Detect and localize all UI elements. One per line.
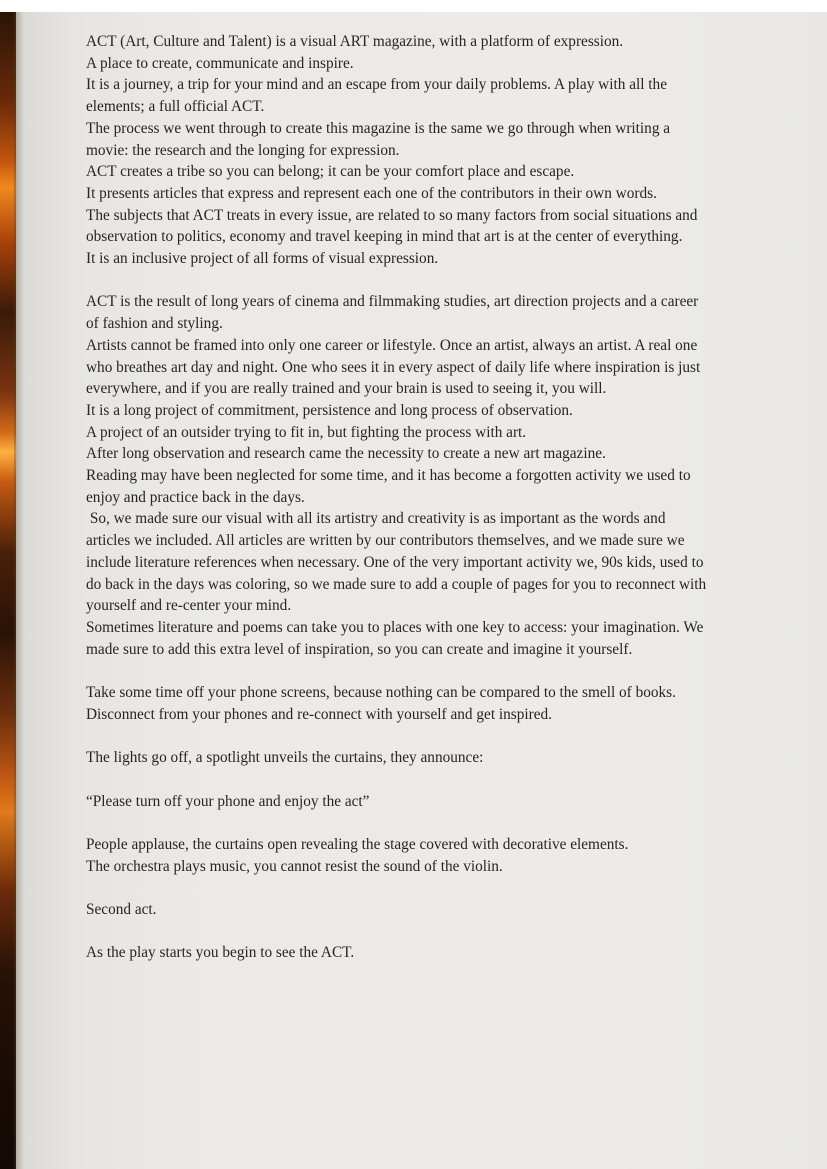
text-line: ACT creates a tribe so you can belong; it can be your comfort place and escape.: [86, 163, 575, 181]
text-line: movie: the research and the longing for expression.: [86, 141, 400, 159]
text-line: Artists cannot be framed into only one career or lifestyle. Once an artist, always an artist. A real one: [86, 336, 698, 354]
text-line: It is an inclusive project of all forms of visual expression.: [86, 250, 439, 268]
text-line: After long observation and research came the necessity to create a new art magazine.: [86, 445, 606, 463]
page-gutter-shadow: [14, 12, 24, 1169]
text-line: ACT (Art, Culture and Talent) is a visual ART magazine, with a platform of expression.: [86, 33, 624, 50]
text-line: The lights go off, a spotlight unveils the curtains, they announce:: [86, 749, 484, 767]
paragraph-spacer: [86, 725, 816, 747]
text-line: Disconnect from your phones and re-connect with yourself and get inspired.: [86, 705, 552, 723]
text-line: The subjects that ACT treats in every issue, are related to so many factors from social situations and: [86, 206, 698, 224]
text-line: Take some time off your phone screens, because nothing can be compared to the smell of books.: [86, 684, 676, 702]
text-line: A project of an outsider trying to fit in, but fighting the process with art.: [86, 423, 527, 441]
text-line: of fashion and styling.: [86, 315, 223, 333]
text-line: “Please turn off your phone and enjoy the act”: [86, 792, 370, 810]
paragraph-spacer: [86, 660, 816, 682]
paragraph-spacer: [86, 769, 816, 791]
text-line: Second act.: [86, 901, 157, 919]
text-line: It presents articles that express and represent each one of the contributors in their own words.: [86, 184, 657, 202]
text-line: articles we included. All articles are written by our contributors themselves, and we made sure we: [86, 532, 685, 550]
text-line: The process we went through to create this magazine is the same we go through when writing a: [86, 119, 671, 137]
scan-top-margin: [0, 0, 827, 12]
text-line: elements; a full official ACT.: [86, 98, 265, 116]
text-line: So, we made sure our visual with all its artistry and creativity is as important as the words and: [86, 510, 666, 528]
text-line: who breathes art day and night. One who sees it in every aspect of daily life where inspiration is just: [86, 358, 701, 376]
paragraph-spacer: [86, 877, 816, 899]
text-line: made sure to add this extra level of inspiration, so you can create and imagine it yourself.: [86, 640, 633, 658]
text-line: A place to create, communicate and inspire.: [86, 54, 354, 72]
text-line: Reading may have been neglected for some time, and it has become a forgotten activity we used to: [86, 467, 691, 485]
text-line: It is a journey, a trip for your mind and an escape from your daily problems. A play with all the: [86, 76, 667, 94]
text-line: As the play starts you begin to see the ACT.: [86, 944, 355, 962]
paragraph-spacer: [86, 270, 816, 292]
text-line: It is a long project of commitment, persistence and long process of observation.: [86, 401, 573, 419]
text-line: The orchestra plays music, you cannot resist the sound of the violin.: [86, 857, 503, 875]
editorial-text-block: [86, 31, 816, 964]
paragraph-spacer: [86, 812, 816, 834]
text-line: observation to politics, economy and travel keeping in mind that art is at the center of everything.: [86, 228, 683, 246]
text-line: do back in the days was coloring, so we made sure to add a couple of pages for you to reconnect with: [86, 575, 707, 593]
text-line: People applause, the curtains open revealing the stage covered with decorative elements.: [86, 835, 629, 853]
text-line: include literature references when necessary. One of the very important activity we, 90s kids, used to: [86, 553, 704, 571]
text-line: yourself and re-center your mind.: [86, 597, 292, 615]
paragraph-spacer: [86, 921, 816, 943]
text-line: everywhere, and if you are really trained and your brain is used to seeing it, you will.: [86, 380, 607, 398]
text-line: ACT is the result of long years of cinema and filmmaking studies, art direction projects and a career: [86, 293, 699, 311]
text-line: Sometimes literature and poems can take you to places with one key to access: your imagination. We: [86, 618, 704, 636]
text-line: enjoy and practice back in the days.: [86, 488, 305, 506]
